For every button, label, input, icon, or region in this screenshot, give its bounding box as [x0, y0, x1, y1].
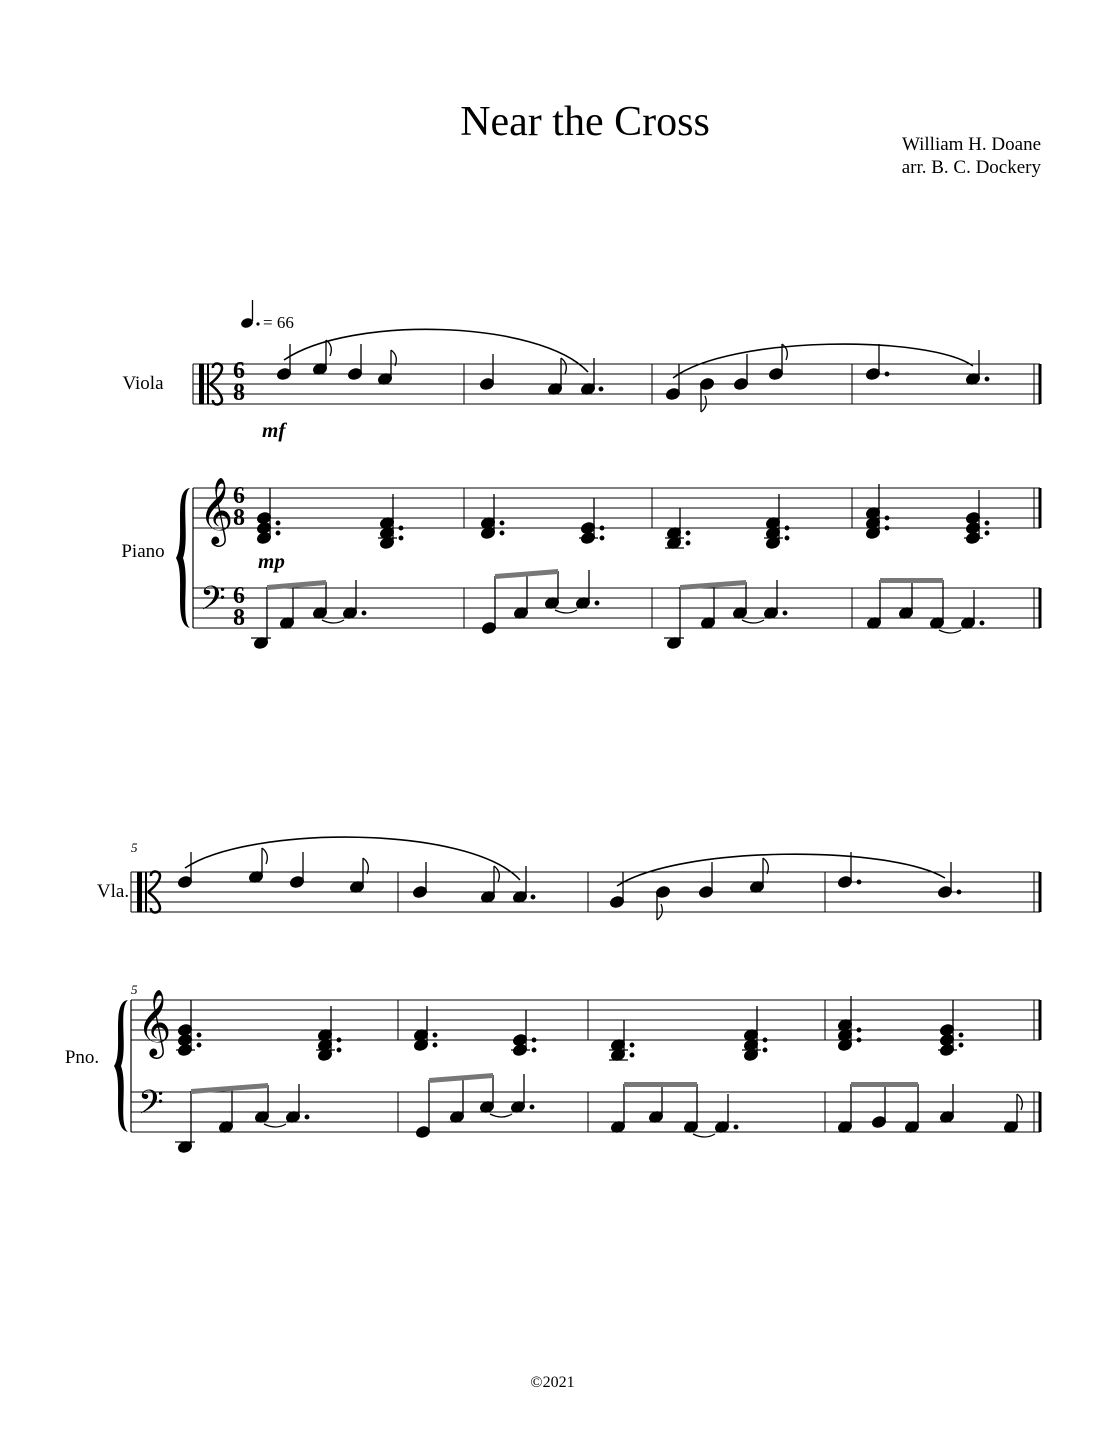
measure-number: 5: [131, 840, 138, 855]
arranger-name: arr. B. C. Dockery: [901, 157, 1041, 178]
bass-time-sig-bottom: 8: [233, 605, 245, 631]
treble-chord: [865, 484, 889, 540]
bass-measure-2: [481, 569, 599, 635]
piano-treble-staff: [193, 476, 1040, 573]
viola-measure-3: [665, 344, 787, 412]
slur: [284, 329, 588, 372]
treble-chord: [413, 1006, 437, 1052]
dynamic-mp: mp: [258, 549, 285, 573]
bass-measure-1: [251, 580, 366, 650]
treble-chord: [176, 1000, 201, 1057]
bass-measure-6: [415, 1073, 534, 1139]
treble-time-sig-top: 6: [233, 483, 245, 509]
copyright-notice: ©2021: [530, 1374, 575, 1391]
bass-clef-icon: 𝄢: [138, 1084, 164, 1130]
bass-measure-7: [610, 1082, 738, 1137]
treble-chord: [609, 1020, 634, 1062]
tempo-text: = 66: [263, 313, 294, 332]
system-2: [65, 837, 1040, 1154]
piano-short-label: Pno.: [64, 1047, 100, 1068]
viola-measure-1: [276, 340, 396, 386]
bass-measure-3: [664, 580, 787, 650]
treble-chord: [837, 996, 861, 1052]
piano-treble-staff: [131, 988, 1040, 1062]
treble-chord: [579, 498, 604, 545]
treble-chord: [742, 1006, 767, 1062]
viola-staff: [122, 329, 1040, 442]
score-title: Near the Cross: [460, 99, 710, 145]
treble-chord: [378, 494, 403, 550]
bass-measure-4: [866, 578, 984, 633]
viola-measure-5: [177, 848, 368, 894]
tempo-marking: [240, 300, 294, 332]
bass-time-sig-top: 6: [233, 583, 245, 609]
bass-measure-5: [175, 1083, 309, 1154]
treble-clef-icon: 𝄞: [137, 988, 172, 1056]
slur: [185, 837, 520, 880]
composer-name: William H. Doane: [901, 134, 1041, 155]
viola-measure-6: [412, 862, 535, 904]
piano-label: Piano: [121, 541, 165, 562]
piano-brace-icon: [114, 1000, 128, 1132]
piano-bass-staff: [131, 1073, 1040, 1154]
treble-chord: [511, 1010, 536, 1057]
treble-clef-icon: 𝄞: [199, 476, 234, 544]
treble-chord: [316, 1006, 341, 1062]
treble-time-sig-bottom: 8: [233, 505, 245, 531]
slur: [617, 854, 945, 886]
dynamic-mf: mf: [262, 418, 286, 442]
viola-measure-7: [609, 858, 768, 920]
viola-measure-2: [479, 354, 603, 396]
treble-chord: [256, 488, 280, 545]
system-1: [121, 300, 1040, 650]
viola-time-sig-top: 6: [233, 358, 245, 384]
treble-chord: [480, 494, 504, 540]
treble-chord: [938, 1000, 963, 1057]
bass-clef-icon: 𝄢: [200, 580, 226, 626]
viola-label: Viola: [122, 373, 164, 394]
piano-brace-icon: [176, 488, 190, 628]
treble-chord: [764, 494, 789, 550]
piano-bass-staff: [193, 569, 1040, 650]
viola-time-sig-bottom: 8: [233, 380, 245, 406]
viola-staff: [131, 837, 1040, 920]
viola-short-label: Vla.: [96, 881, 130, 902]
bass-measure-8: [837, 1082, 1022, 1134]
measure-number: 5: [131, 982, 138, 997]
treble-chord: [665, 508, 690, 550]
slur: [673, 344, 973, 378]
